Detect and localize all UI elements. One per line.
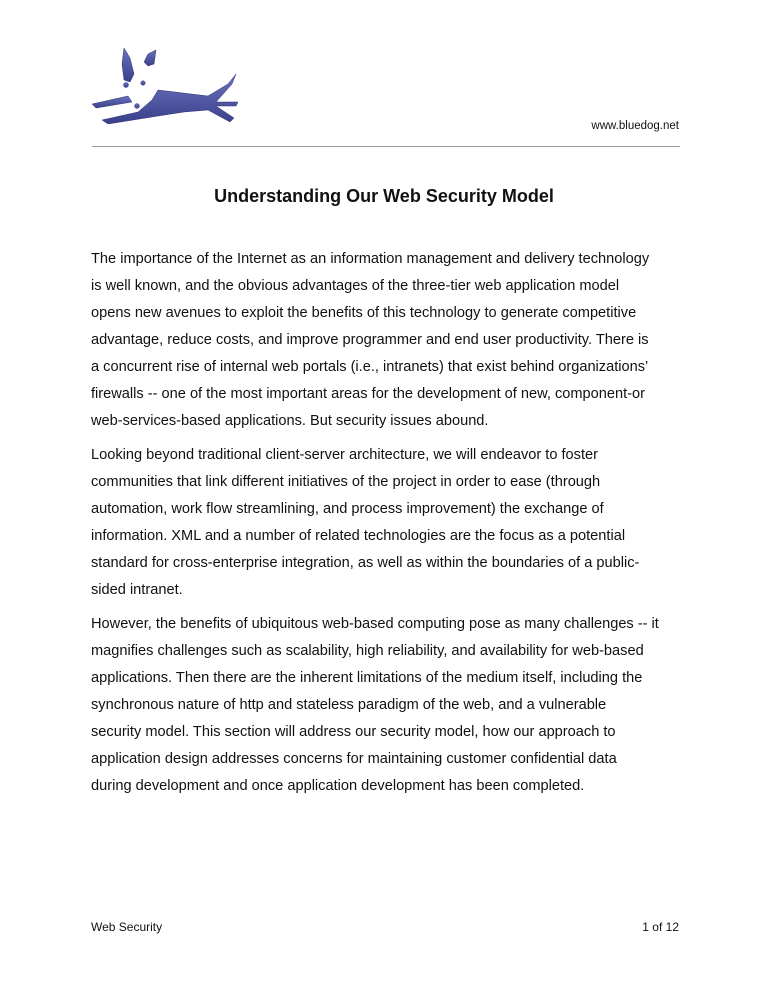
- paragraph-2: [91, 445, 691, 607]
- text-line: synchronous nature of http and stateless paradigm of the web, and a vulnerable: [91, 697, 607, 713]
- page-number: 1 of 12: [642, 920, 679, 934]
- text-line: application design addresses concerns for maintaining customer confidential data: [91, 751, 617, 767]
- text-line: Looking beyond traditional client-server architecture, we will endeavor to foster: [91, 447, 598, 463]
- text-line: is well known, and the obvious advantages of the three-tier web application model: [91, 278, 620, 294]
- header-divider: [92, 146, 680, 147]
- paragraph-3: [91, 614, 691, 803]
- text-line: firewalls -- one of the most important areas for the development of new, component-or: [91, 386, 646, 402]
- text-line: security model. This section will address our security model, how our approach to: [91, 724, 616, 740]
- text-line: advantage, reduce costs, and improve programmer and end user productivity. There is: [91, 332, 649, 348]
- paragraph-1: [91, 249, 691, 438]
- text-line: web-services-based applications. But security issues abound.: [91, 413, 489, 429]
- header-url[interactable]: www.bluedog.net: [591, 120, 679, 132]
- text-line: standard for cross-enterprise integration, as well as within the boundaries of a public-: [91, 555, 640, 571]
- footer-title: Web Security: [91, 920, 163, 934]
- document-body: [91, 249, 691, 810]
- text-line: opens new avenues to exploit the benefits of this technology to generate competitive: [91, 305, 637, 321]
- text-line: communities that link different initiatives of the project in order to ease (through: [91, 474, 601, 490]
- text-line: applications. Then there are the inherent limitations of the medium itself, including the: [91, 670, 643, 686]
- text-line: a concurrent rise of internal web portals (i.e., intranets) that exist behind organizations’: [91, 359, 649, 375]
- bluedog-logo: [88, 44, 268, 124]
- text-line: However, the benefits of ubiquitous web-based computing pose as many challenges -- it: [91, 616, 659, 632]
- text-line: magnifies challenges such as scalability, high reliability, and availability for web-based: [91, 643, 644, 659]
- text-line: automation, work flow streamlining, and process improvement) the exchange of: [91, 501, 604, 517]
- text-line: information. XML and a number of related technologies are the focus as a potential: [91, 528, 626, 544]
- page-title: Understanding Our Web Security Model: [214, 186, 554, 206]
- text-line: during development and once application development has been completed.: [91, 778, 585, 794]
- text-line: The importance of the Internet as an information management and delivery technology: [91, 251, 650, 267]
- text-line: sided intranet.: [91, 582, 183, 598]
